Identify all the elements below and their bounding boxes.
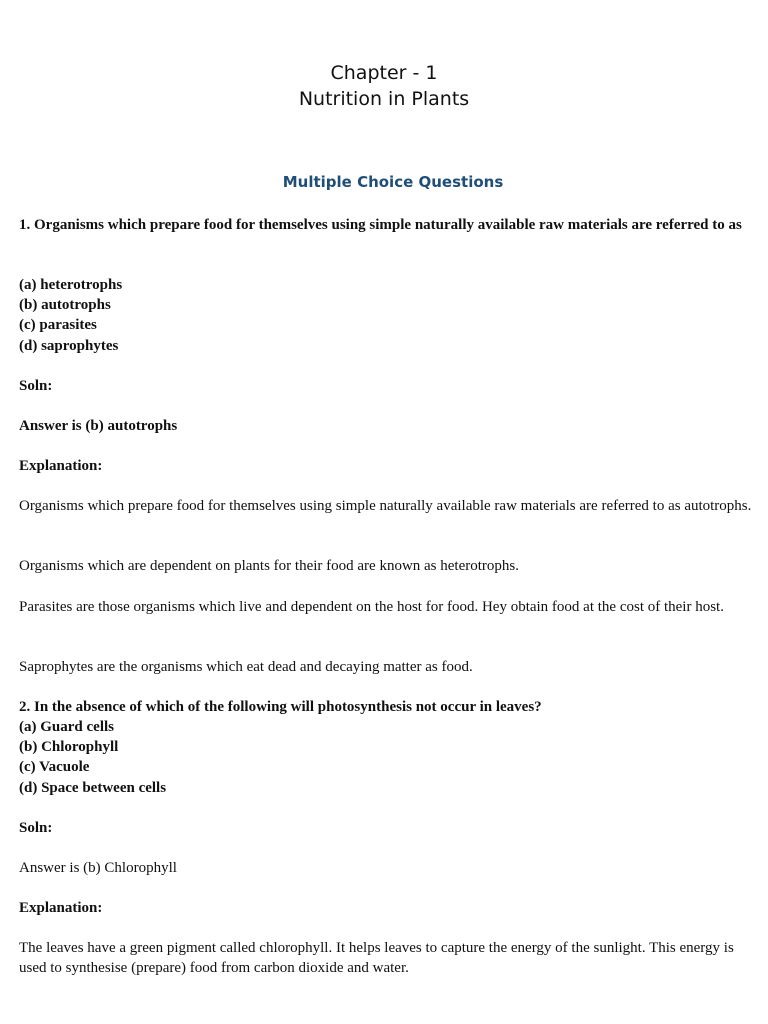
q1-option-a: (a) heterotrophs: [19, 277, 123, 293]
q2-option-a: (a) Guard cells: [19, 719, 114, 735]
section-heading: Multiple Choice Questions: [282, 173, 504, 191]
q2-explanation-label: Explanation:: [19, 900, 103, 916]
q1-option-d: (d) saprophytes: [19, 338, 119, 354]
q2-option-b: (b) Chlorophyll: [19, 739, 119, 755]
q1-explanation-paragraph: Organisms which prepare food for themselves using simple naturally available raw materials are referred to as autotrophs.: [19, 498, 752, 514]
chapter-number: Chapter - 1: [330, 62, 438, 84]
q2-explanation-paragraph: The leaves have a green pigment called chlorophyll. It helps leaves to capture the energy of the sunlight. This energy is used to synthesise (prepare) food from carbon dioxide and water.: [19, 940, 734, 976]
q1-soln-label: Soln:: [19, 378, 53, 394]
chapter-title: Nutrition in Plants: [298, 88, 470, 110]
q1-option-c: (c) parasites: [19, 317, 97, 333]
q1-explanation-paragraph: Parasites are those organisms which live and dependent on the host for food. Hey obtain food at the cost of their host.: [19, 599, 724, 615]
q2-option-d: (d) Space between cells: [19, 780, 167, 796]
q2-answer: Answer is (b) Chlorophyll: [19, 860, 177, 876]
q1-explanation-label: Explanation:: [19, 458, 103, 474]
question-2-text: 2. In the absence of which of the following will photosynthesis not occur in leaves?: [19, 699, 542, 715]
q1-explanation-paragraph: Organisms which are dependent on plants for their food are known as heterotrophs.: [19, 558, 520, 574]
q2-option-c: (c) Vacuole: [19, 759, 90, 775]
q2-soln-label: Soln:: [19, 820, 53, 836]
q1-explanation-paragraph: Saprophytes are the organisms which eat dead and decaying matter as food.: [19, 659, 473, 675]
question-1-text: 1. Organisms which prepare food for themselves using simple naturally available raw materials are referred to as: [19, 217, 742, 233]
q1-answer: Answer is (b) autotrophs: [19, 418, 178, 434]
q1-option-b: (b) autotrophs: [19, 297, 111, 313]
